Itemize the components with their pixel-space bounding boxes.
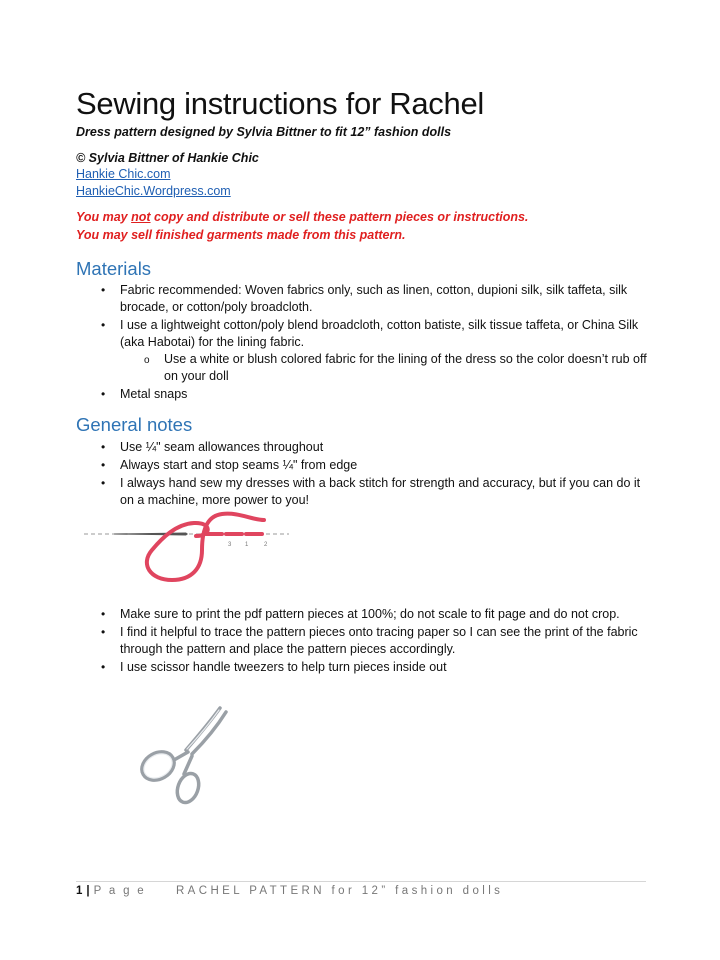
general-notes-list <box>96 439 656 510</box>
tweezer-joint <box>184 756 192 774</box>
back-stitch-illustration <box>84 506 294 586</box>
page-number: 1 <box>76 885 83 897</box>
wordpress-link[interactable]: HankieChic.Wordpress.com <box>76 184 231 198</box>
needle-icon <box>114 533 188 536</box>
copy-warning <box>76 210 528 224</box>
materials-heading: Materials <box>76 258 152 279</box>
footer-header-text: RACHEL PATTERN for 12” fashion dolls <box>175 885 504 897</box>
stitch-label: 2 <box>264 542 268 548</box>
footer-separator: | <box>86 885 90 897</box>
list-subitem: o Use a white or blush colored fabric for the lining of the dress so the color doesn’t rub off on your doll <box>120 351 656 385</box>
materials-sublist <box>120 351 656 385</box>
tweezer-joint <box>174 752 188 760</box>
stitch-label: 1 <box>245 542 249 548</box>
footer-divider <box>76 881 646 882</box>
hankie-chic-link[interactable]: Hankie Chic.com <box>76 167 171 181</box>
warning-text-a: You may <box>76 210 132 224</box>
materials-list <box>96 282 656 404</box>
list-item: • I always hand sew my dresses with a back stitch for strength and accuracy, but if you can do it on a machine, more power to you! <box>96 475 656 509</box>
list-item: • I find it helpful to trace the pattern pieces onto tracing paper so I can see the print of the fabric through the pattern and place the pattern pieces accordingly. <box>96 624 656 658</box>
scissor-tweezers-image <box>132 700 242 815</box>
page-title: Sewing instructions for Rachel <box>76 86 484 121</box>
warning-emphasis: not <box>131 210 151 224</box>
list-item: • Always start and stop seams ¼" from edge <box>96 457 656 474</box>
list-item-text: I use a lightweight cotton/poly blend broadcloth, cotton batiste, silk tissue taffeta, or China Silk (aka Habotai) for the lining fabric. <box>120 318 639 349</box>
sell-note: You may sell finished garments made from this pattern. <box>76 228 406 242</box>
list-item: • Metal snaps <box>96 386 656 403</box>
list-item: • I use scissor handle tweezers to help turn pieces inside out <box>96 659 656 676</box>
general-notes-heading: General notes <box>76 414 193 435</box>
warning-text-b: copy and distribute or sell these pattern pieces or instructions. <box>150 210 529 224</box>
finger-loop <box>137 746 179 786</box>
list-item <box>96 317 656 385</box>
tweezer-arm <box>192 712 226 754</box>
page-subtitle: Dress pattern designed by Sylvia Bittner to fit 12” fashion dolls <box>76 125 452 139</box>
page-label: P a g e <box>93 885 146 897</box>
page-footer <box>76 885 503 897</box>
list-item: • Use ¼" seam allowances throughout <box>96 439 656 456</box>
stitch-label: 3 <box>228 542 232 548</box>
copyright-line: © Sylvia Bittner of Hankie Chic <box>76 151 259 165</box>
finger-loop <box>173 770 202 805</box>
general-notes-list-continued <box>96 606 656 677</box>
list-item: • Make sure to print the pdf pattern pieces at 100%; do not scale to fit page and do not crop. <box>96 606 656 623</box>
list-item: • Fabric recommended: Woven fabrics only, such as linen, cotton, dupioni silk, silk taffeta, silk brocade, or cotton/poly broadcloth. <box>96 282 656 316</box>
